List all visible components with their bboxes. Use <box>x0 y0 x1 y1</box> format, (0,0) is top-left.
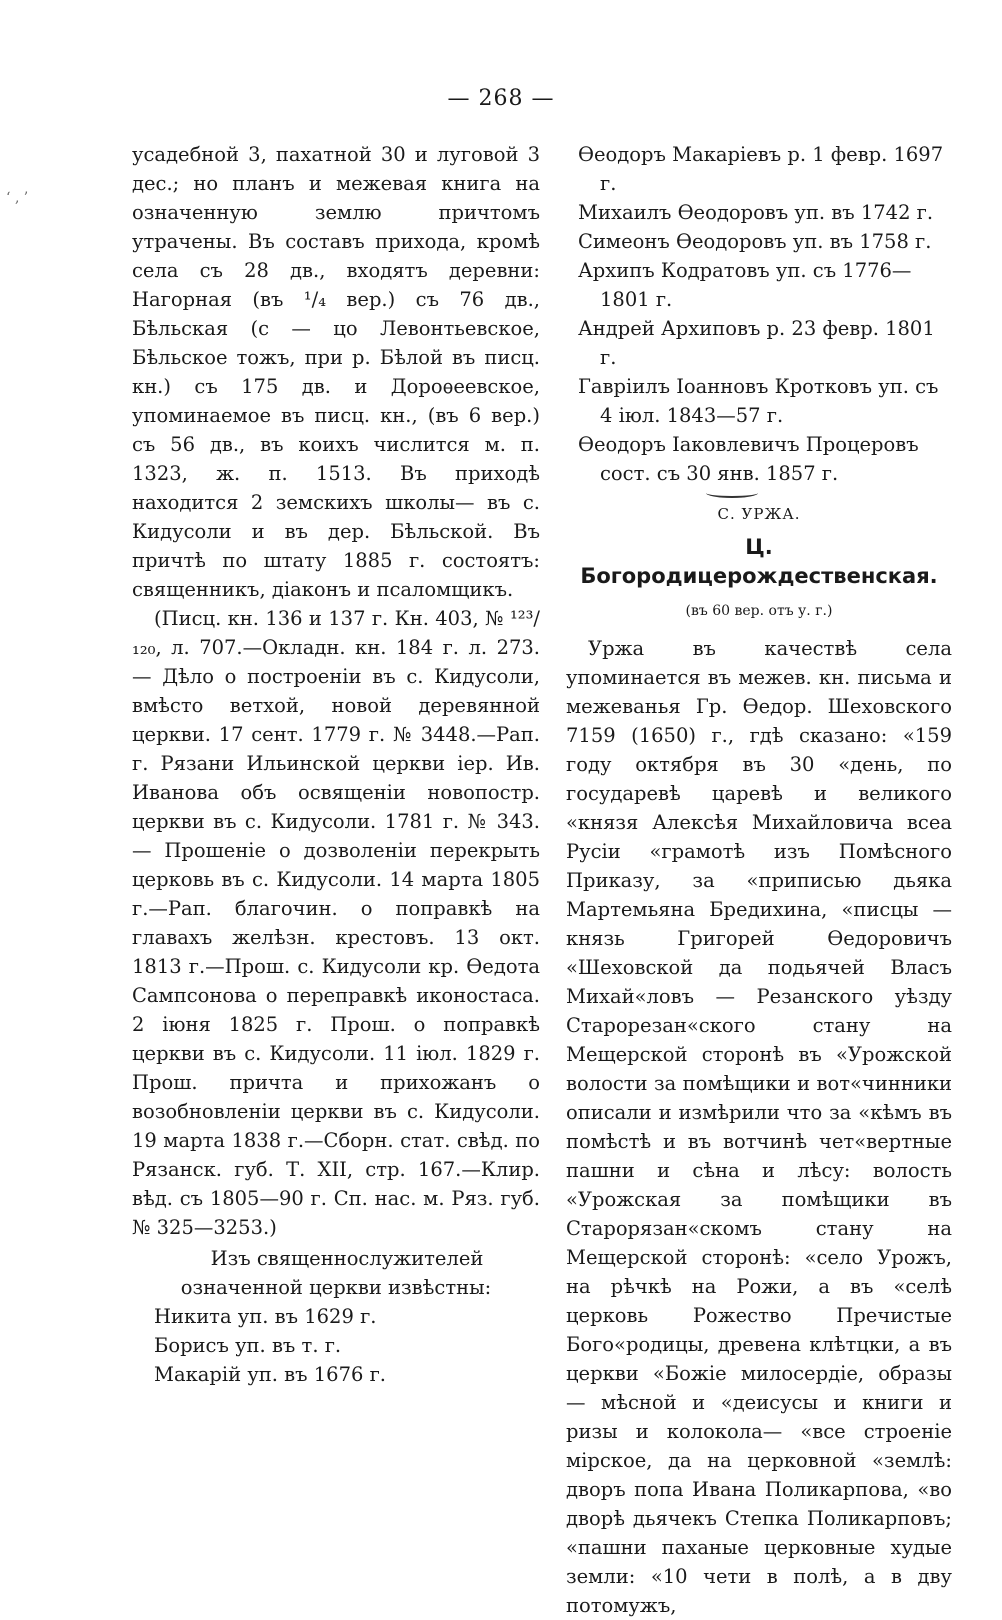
page-number: — 268 — <box>447 86 555 111</box>
clergy-list-left <box>132 1302 540 1389</box>
clergy-entry: Гавріилъ Іоанновъ Кротковъ уп. съ 4 іюл. 1843—57 г. <box>578 375 939 427</box>
urzha-paragraph: Уржа въ качествѣ села упоминается въ межев. кн. письма и межеванья Гр. Ѳедор. Шеховского 7159 (1650) г., гдѣ сказано: «159 году октября въ 30 «день, по государевѣ царевѣ и великого «князя Алексѣя Михайловича всеа Русіи «грамотѣ изъ Помѣсного Приказу, за «приписью дьяка Мартемьяна Бредихина, «писцы — князь Григорей Ѳедоровичъ «Шеховской да подьячей Власъ Михай«ловъ — Резанского уѣзду Старорезан«ского стану на Мещерской сторонѣ въ «Урожской волости за помѣщики и вот«чинники описали и измѣрили что за «кѣмъ въ помѣстѣ и въ вотчинѣ чет«вертные пашни и сѣна и лѣсу: волость «Урожская за помѣщики въ Старорязан«скомъ стану на Мещерской сторонѣ: «село Урожъ, на рѣчкѣ на Рожи, а въ «селѣ церковь Рожество Пречистые Бого«родицы, древена клѣтцки, а въ церкви «Божіе милосердіе, образы — мѣсной и «деисусы и книги и ризы и колокола— «все строеніе мірское, да на церковной «землѣ: дворъ попа Ивана Поликарпова, «во дворѣ дьячекъ Степка Поликарповъ; «пашни паханые церковные худые земли: «10 чети в полѣ, а в дву потомужъ, <box>566 637 952 1617</box>
distance-note: (въ 60 вер. отъ у. г.) <box>685 603 833 619</box>
left-column <box>132 140 540 1389</box>
clergy-entry: Ѳеодоръ Макаріевъ р. 1 февр. 1697 г. <box>578 143 944 195</box>
right-column <box>566 140 952 1620</box>
intro-paragraph: усадебной 3, пахатной 30 и луговой 3 дес.; но планъ и межевая книга на означенную землю причтомъ утрачены. Въ составъ прихода, кромѣ села съ 28 дв., входятъ деревни: Нагорная (въ ¹/₄ вер.) съ 76 дв., Бѣльская (с — цо Левонтьевское, Бѣльское тожъ, при р. Бѣлой въ писц. кн.) съ 175 дв. и Дороѳеевское, упоминаемое въ писц. кн., (въ 6 вер.) съ 56 дв., въ коихъ числится м. п. 1323, ж. п. 1513. Въ приходѣ находится 2 земскихъ школы— въ с. Кидусоли и въ дер. Бѣльской. Въ причтѣ по штату 1885 г. состоятъ: священникъ, діаконъ и псаломщикъ. <box>132 143 540 601</box>
parish-title: С. УРЖА. <box>717 505 801 523</box>
clergy-list-right <box>566 140 952 488</box>
clergy-entry: Архипъ Кодратовъ уп. съ 1776— 1801 г. <box>578 259 912 311</box>
sources-paragraph: (Писц. кн. 136 и 137 г. Кн. 403, № ¹²³/₁₂₀, л. 707.—Окладн. кн. 184 г. л. 273. — Дѣло о построеніи въ с. Кидусоли, вмѣсто ветхой, новой деревянной церкви. 17 сент. 1779 г. № 3448.—Рап. г. Рязани Ильинской церкви іер. Ив. Иванова объ освященіи новопостр. церкви въ с. Кидусоли. 1781 г. № 343. — Прошеніе о дозволеніи перекрыть церковь въ с. Кидусоли. 14 марта 1805 г.—Рап. благочин. о поправкѣ на главахъ желѣзн. крестовъ. 13 окт. 1813 г.—Прош. с. Кидусоли кр. Ѳедота Сампсонова о переправкѣ иконостаса. 2 іюня 1825 г. Прош. о поправкѣ церкви въ с. Кидусоли. 11 іюл. 1829 г. Прош. причта и прихожанъ о возобновленіи церкви въ с. Кидусоли. 19 марта 1838 г.—Сборн. стат. свѣд. по Рязанск. губ. Т. XII, стр. 167.—Клир. вѣд. съ 1805—90 г. Сп. нас. м. Ряз. губ. № 325—3253.) <box>132 607 540 1239</box>
clergy-heading: Изъ священнослужителей означенной церкви извѣстны: <box>180 1247 492 1299</box>
clergy-entry: Борисъ уп. въ т. г. <box>154 1334 342 1357</box>
clergy-entry: Макарій уп. въ 1676 г. <box>154 1363 387 1386</box>
clergy-entry: Андрей Архиповъ р. 23 февр. 1801 г. <box>578 317 935 369</box>
section-divider <box>706 488 758 498</box>
clergy-entry: Михаилъ Ѳеодоровъ уп. въ 1742 г. <box>578 201 934 224</box>
clergy-entry: Симеонъ Ѳеодоровъ уп. въ 1758 г. <box>578 230 932 253</box>
clergy-entry: Ѳеодоръ Іаковлевичъ Процеровъ сост. съ 30 янв. 1857 г. <box>578 433 919 485</box>
church-title: Ц. Богородицерождественская. <box>580 535 938 588</box>
clergy-entry: Никита уп. въ 1629 г. <box>154 1305 377 1328</box>
margin-mark: ‘ ‚ ’ <box>6 190 29 206</box>
